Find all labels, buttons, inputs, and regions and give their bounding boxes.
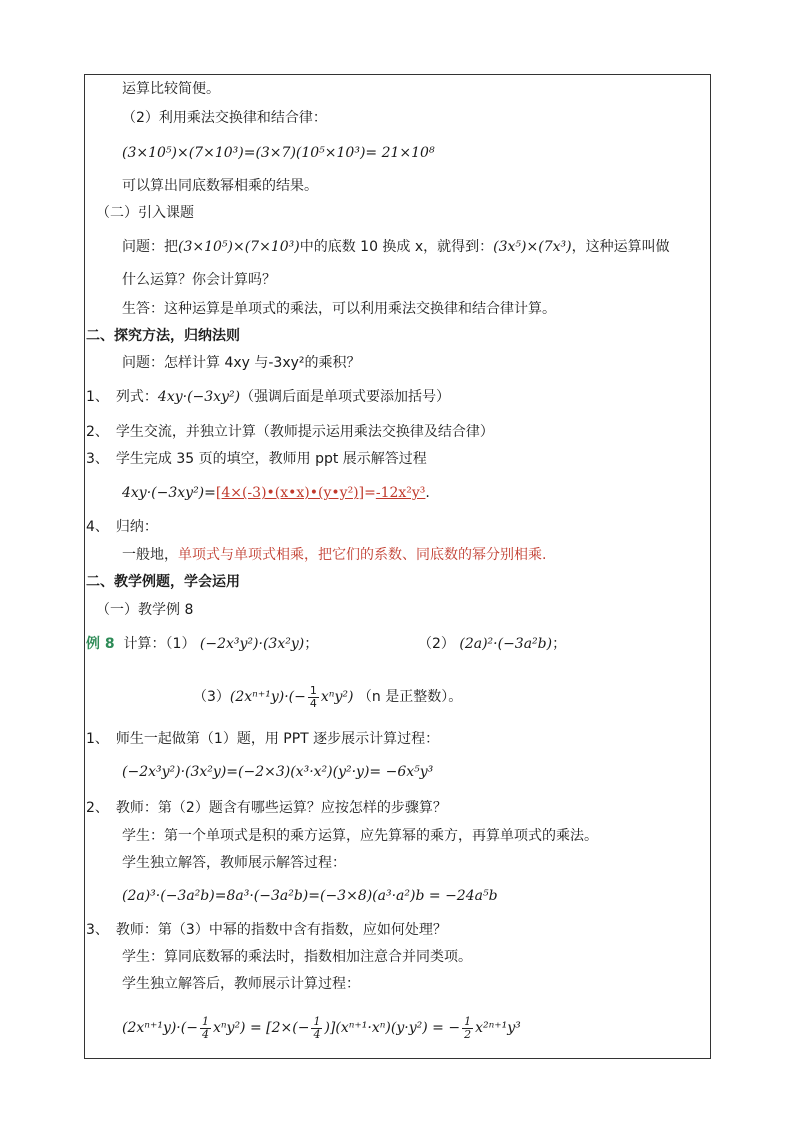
text-line: 生答：这种运算是单项式的乘法，可以利用乘法交换律和结合律计算。 (122, 301, 556, 317)
text-fragment: （强调后面是单项式要添加括号） (240, 389, 451, 405)
text-fragment: ； (552, 636, 567, 652)
text-line (193, 682, 462, 712)
formula: (−2x³y²)·(3x²y) (199, 636, 305, 652)
formula-part: xⁿy²) = [2×(− (212, 1020, 310, 1036)
text-line (122, 483, 430, 503)
answer-blank: [4×(-3)•(x•x)•(y•y²)] (215, 485, 365, 501)
formula: (2a)³·(−3a²b)=8a³·(−3a²b)=(−3×8)(a³·a²)b = −24a⁵b (122, 888, 498, 904)
text-line (86, 387, 450, 407)
formula-part: (2xⁿ⁺¹y)·(− (122, 1020, 198, 1036)
formula: 4xy·(−3xy²) (157, 389, 241, 405)
text-fragment: 中的底数 10 换成 x，就得到： (299, 239, 494, 255)
text-fragment: ； (304, 636, 319, 652)
section-heading: 二、探究方法，归纳法则 (86, 328, 240, 344)
formula: (−2x³y²)·(3x²y)=(−2×3)(x³·x²)(y²·y)= −6x⁵y³ (122, 764, 434, 780)
rule-text: 单项式与单项式相乘，把它们的系数、同底数的幂分别相乘. (178, 547, 547, 563)
text-line (122, 237, 670, 257)
text-line: 问题：怎样计算 4xy 与-3xy²的乘积？ (122, 355, 361, 371)
text-line: 学生独立解答，教师展示解答过程： (122, 855, 346, 871)
text-fragment: （n 是正整数）。 (357, 689, 463, 705)
text-fragment: 一般地， (122, 547, 178, 563)
formula-part: )](xⁿ⁺¹·xⁿ)(y·y²) = − (324, 1020, 461, 1036)
section-heading: （一）教学例 8 (96, 602, 194, 618)
text-fragment: ，这种运算叫做 (571, 239, 670, 255)
text-line: 可以算出同底数幂相乘的结果。 (122, 178, 318, 194)
formula (122, 1013, 521, 1043)
fraction-numerator: 1 (309, 683, 317, 697)
text-line: 3、 教师：第（3）中幂的指数中含有指数，应如何处理？ (86, 922, 447, 938)
text-fragment: 计算：（1） (123, 636, 196, 652)
fraction-denominator: 2 (464, 1027, 472, 1041)
text-line (418, 634, 566, 654)
text-fragment: （2） (418, 636, 455, 652)
text-line: 2、 教师：第（2）题含有哪些运算？应按怎样的步骤算？ (86, 800, 447, 816)
text-line: 学生：算同底数幂的乘法时，指数相加注意合并同类项。 (122, 949, 472, 965)
formula: 4xy·(−3xy²)= (122, 485, 216, 501)
fraction (308, 685, 319, 710)
text-fragment: （3） (193, 689, 230, 705)
text-line: 2、 学生交流，并独立计算（教师提示运用乘法交换律及结合律） (86, 424, 494, 440)
fraction-numerator: 1 (313, 1014, 321, 1028)
text-line: 什么运算？你会计算吗？ (122, 272, 276, 288)
text-line: 1、 师生一起做第（1）题，用 PPT 逐步展示计算过程： (86, 731, 440, 747)
section-heading: 二、教学例题，学会运用 (86, 574, 240, 590)
fraction-denominator: 4 (313, 1027, 321, 1041)
text-fragment: . (425, 485, 430, 501)
text-line (122, 545, 546, 565)
text-line: 学生：第一个单项式是积的乘方运算，应先算幂的乘方，再算单项式的乘法。 (122, 828, 598, 844)
fraction-denominator: 4 (201, 1027, 209, 1041)
fraction-numerator: 1 (201, 1014, 209, 1028)
fraction (311, 1016, 322, 1041)
answer-blank: -12x²y³ (375, 485, 426, 501)
formula: (3x⁵)×(7x³) (493, 239, 572, 255)
text-fragment: 问题：把 (122, 239, 178, 255)
text-line: 4、 归纳： (86, 519, 158, 535)
text-line: 3、 学生完成 35 页的填空，教师用 ppt 展示解答过程 (86, 451, 427, 467)
text-line: （2）利用乘法交换律和结合律： (122, 110, 327, 126)
fraction-numerator: 1 (464, 1014, 472, 1028)
text-fragment: = (364, 485, 376, 501)
fraction (462, 1016, 473, 1041)
formula: (3×10⁵)×(7×10³)=(3×7)(10⁵×10³)= 21×10⁸ (122, 145, 435, 161)
formula: (2xⁿ⁺¹y)·(− (229, 689, 306, 705)
list-number: 1、 列式： (86, 389, 158, 405)
text-line: 运算比较简便。 (122, 81, 220, 97)
text-line (86, 634, 318, 654)
section-heading: （二）引入课题 (96, 205, 194, 221)
text-line: 学生独立解答后，教师展示计算过程： (122, 976, 360, 992)
formula: (3×10⁵)×(7×10³) (178, 239, 300, 255)
example-label: 例 8 (86, 636, 115, 652)
fraction-denominator: 4 (309, 696, 317, 710)
formula: (2a)²·(−3a²b) (459, 636, 553, 652)
formula: xⁿy²) (320, 689, 354, 705)
formula-part: x²ⁿ⁺¹y³ (475, 1020, 521, 1036)
fraction (200, 1016, 211, 1041)
